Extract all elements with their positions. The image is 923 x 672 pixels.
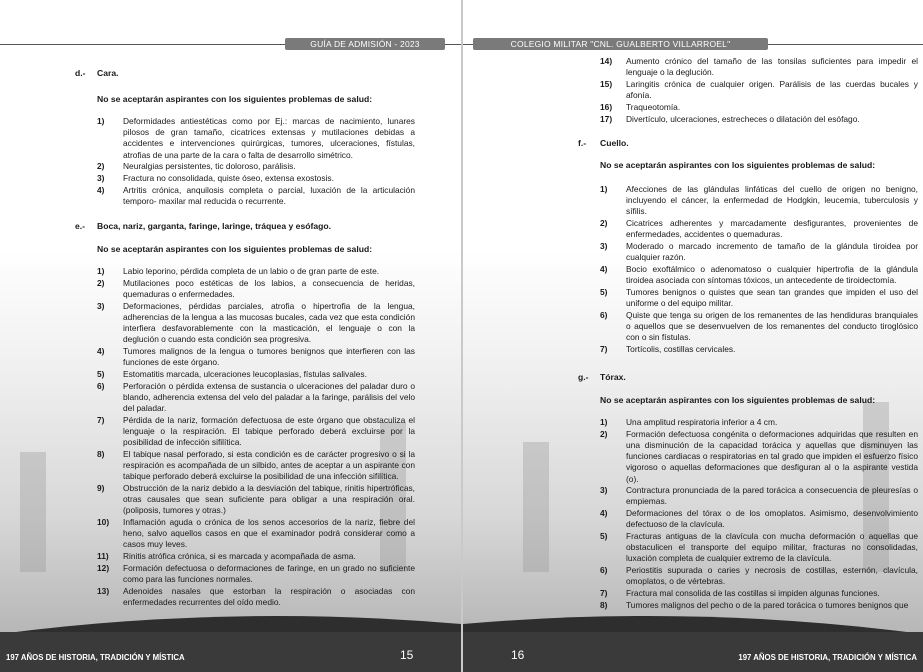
item-text: Tumores malignos del pecho o de la pared torácica o tumores benignos que: [626, 599, 909, 610]
list-item: [600, 241, 918, 263]
item-text: Contractura pronunciada de la pared torácica a consecuencia de pleuresías o empiemas.: [626, 485, 918, 507]
item-text: Bocio exoftálmico o adenomatoso o cualquier hipertrofia de la glándula tiroidea asociada con síntomas tóxicos, un antecedente de tiroidectomía.: [626, 263, 918, 286]
item-number: 4): [600, 263, 608, 274]
right-page: [463, 0, 923, 672]
header-title: COLEGIO MILITAR "CNL. GUALBERTO VILLARROEL": [473, 38, 768, 50]
item-text: Cicatrices adherentes y marcadamente desfigurantes, provenientes de enfermedades, accidentes o quemaduras.: [626, 218, 918, 240]
item-text: Laringitis crónica de cualquier origen. Parálisis de las cuerdas bucales y afonía.: [626, 78, 918, 101]
item-text: Pérdida de la nariz, formación defectuosa de este órgano que obstaculiza el lenguaje o la respiración. El tabique perforado deberá excluirse por la posibilidad de infección sifilítica.: [123, 414, 415, 448]
item-list: [97, 266, 415, 609]
section-title: Boca, nariz, garganta, faringe, laringe, tráquea y esófago.: [97, 221, 332, 231]
list-item: [97, 161, 415, 172]
item-number: 1): [600, 184, 608, 194]
section-label: f.-: [578, 138, 587, 148]
item-number: 8): [97, 448, 105, 459]
item-list: [600, 417, 918, 611]
item-text: Mutilaciones poco estéticas de los labios, a consecuencia de heridas, quemaduras o enfermedades.: [123, 277, 415, 299]
list-item: [97, 551, 415, 562]
list-item: [600, 287, 918, 309]
item-list: [600, 184, 918, 356]
list-item: [600, 429, 918, 485]
item-number: 1): [600, 417, 608, 427]
footer-band: [463, 632, 923, 672]
item-number: 17): [600, 113, 613, 124]
item-text: Quiste que tenga su origen de los remanentes de las hendiduras branquiales o aquellos que se desenvuelven de los remanentes del conducto tiroglósico con o sin fístulas.: [626, 309, 918, 343]
list-item: [97, 116, 415, 161]
item-text: Divertículo, ulceraciones, estrecheces o dilatación del esófago.: [626, 113, 860, 124]
item-number: 6): [600, 565, 608, 576]
item-number: 2): [97, 161, 105, 172]
item-text: Deformaciones, pérdidas parciales, atrofia o hipertrofia de la lengua, adherencias de la lengua a las mucosas bucales, cada vez que esta condición interfiera desfavorablemente con la masticación, el lenguaje o con la deglución o cuando esta condición sea progresiva.: [123, 300, 415, 345]
section-intro: No se aceptarán aspirantes con los siguientes problemas de salud:: [97, 244, 373, 254]
item-text: Artritis crónica, anquilosis completa o parcial, luxación de la articulación temporo- maxilar mal reducida o recurrente.: [123, 184, 415, 206]
item-text: Neuralgias persistentes, tic doloroso, parálisis.: [123, 161, 296, 172]
list-item: [600, 56, 918, 78]
item-number: 15): [600, 78, 613, 89]
list-item: [97, 173, 415, 184]
item-text: Labio leporino, pérdida completa de un labio o de gran parte de este.: [123, 266, 380, 276]
list-item: [600, 264, 918, 286]
item-text: Adenoides nasales que estorban la respiración o asociadas con enfermedades recurrentes del oído medio.: [123, 585, 415, 607]
footer-motto: 197 AÑOS DE HISTORIA, TRADICIÓN Y MÍSTICA: [6, 653, 185, 662]
item-list: [600, 56, 918, 125]
section-title: Cara.: [97, 68, 119, 78]
item-text: Deformidades antiestéticas como por Ej.: marcas de nacimiento, lunares pilosos de gran tamaño, cicatrices extensas y mutilaciones debidas a accidentes e intervenciones quirúrgicas, tumores, ulceraciones, fístulas, atrofias de una parte de la cara o falta de desarrollo simétrico.: [123, 116, 415, 160]
item-list: [97, 116, 415, 208]
item-text: Formación defectuosa congénita o deformaciones adquiridas que resulten en una disminución de la capacidad torácica y aquellas que disminuyen las funciones cardiacas o respiratorias en tal grado que impiden el esfuerzo físico vigoroso o aquellas deformaciones que desfiguran al o la aspirante vestida (o).: [626, 428, 918, 484]
list-item: [600, 417, 918, 428]
list-item: [97, 483, 415, 517]
item-text: Estomatitis marcada, ulceraciones leucoplasias, fístulas salivales.: [123, 368, 367, 379]
section-title: Tórax.: [600, 372, 626, 382]
section-heading: [578, 138, 920, 150]
list-item: [97, 346, 415, 368]
item-text: Afecciones de las glándulas linfáticas del cuello de origen no benigno, incluyendo el cáncer, la enfermedad de Hodgkin, leucemia, tuberculosis y sífilis.: [626, 184, 918, 217]
list-item: [600, 218, 918, 240]
section-intro: No se aceptarán aspirantes con los siguientes problemas de salud:: [600, 160, 876, 170]
item-number: 13): [97, 585, 110, 596]
list-item: [97, 517, 415, 551]
item-text: Obstrucción de la nariz debido a la desviación del tabique, rinitis hipertróficas, otras causales que sean suficiente para obligar a una respiración oral. (poliposis, tumores y otras.): [123, 482, 415, 516]
list-item: [600, 184, 918, 218]
item-number: 11): [97, 551, 109, 562]
item-text: Tumores benignos o quistes que sean tan grandes que impiden el uso del uniforme o del equipo militar.: [626, 286, 918, 309]
item-text: Traqueotomía.: [626, 101, 681, 112]
item-number: 7): [97, 414, 105, 425]
list-item: [600, 79, 918, 101]
list-item: [97, 369, 415, 380]
item-number: 1): [97, 266, 105, 276]
list-item: [600, 565, 918, 587]
item-number: 5): [600, 286, 608, 297]
item-number: 16): [600, 101, 613, 112]
footer-motto: 197 AÑOS DE HISTORIA, TRADICIÓN Y MÍSTICA: [738, 653, 917, 662]
left-page: [0, 0, 461, 672]
item-number: 2): [600, 218, 608, 229]
section-heading: [578, 372, 920, 384]
item-number: 6): [97, 380, 105, 391]
section-heading: [75, 68, 420, 80]
item-text: Una amplitud respiratoria inferior a 4 cm.: [626, 417, 778, 427]
item-text: Aumento crónico del tamaño de las tonsilas suficientes para impedir el lenguaje o la deglución.: [626, 56, 918, 78]
section-label: g.-: [578, 372, 589, 382]
page-number: 15: [400, 648, 414, 662]
item-number: 2): [97, 277, 105, 288]
list-item: [600, 344, 918, 355]
item-text: Inflamación aguda o crónica de los senos accesorios de la nariz, fiebre del heno, salvo aquellos casos en que el examinador podrá considerar como a casos muy leves.: [123, 516, 415, 550]
item-number: 4): [600, 508, 608, 519]
page-number: 16: [511, 648, 525, 662]
item-number: 1): [97, 116, 105, 126]
section-intro: No se aceptarán aspirantes con los siguientes problemas de salud:: [97, 94, 373, 104]
section-label: d.-: [75, 68, 86, 78]
item-number: 3): [600, 485, 608, 496]
item-text: Periostitis supurada o caries y necrosis de costillas, esternón, clavícula, omoplatos, o de vértebras.: [626, 565, 918, 587]
item-number: 7): [600, 343, 608, 354]
background-tower: [20, 452, 46, 572]
list-item: [97, 563, 415, 585]
item-number: 12): [97, 562, 110, 573]
list-item: [97, 266, 415, 277]
list-item: [97, 449, 415, 483]
item-number: 8): [600, 599, 608, 610]
header-title: GUÍA DE ADMISIÓN - 2023: [285, 38, 445, 50]
item-number: 10): [97, 516, 110, 527]
item-number: 9): [97, 482, 105, 493]
item-text: Perforación o pérdida extensa de sustancia o ulceraciones del paladar duro o blando, adherencia extensa del velo del paladar a la faringe, parálisis del velo del paladar.: [123, 380, 415, 413]
item-text: Moderado o marcado incremento de tamaño de la glándula tiroidea por cualquier razón.: [626, 241, 918, 263]
item-text: Tortícolis, costillas cervicales.: [626, 343, 736, 354]
item-number: 3): [600, 241, 608, 252]
footer-band: [0, 632, 461, 672]
item-number: 4): [97, 184, 105, 195]
list-item: [600, 114, 918, 125]
item-text: Formación defectuosa o deformaciones de faringe, en un grado no suficiente como para las funciones normales.: [123, 562, 415, 584]
item-number: 6): [600, 309, 608, 320]
list-item: [97, 185, 415, 207]
list-item: [97, 301, 415, 346]
list-item: [600, 310, 918, 344]
item-number: 5): [97, 368, 105, 379]
item-text: Fracturas antiguas de la clavícula con mucha deformación o aquellas que obstaculicen el transporte del equipo militar, fracturas no consolidadas, luxación completa de cualquier extremo de la clavícula.: [626, 531, 918, 564]
item-number: 2): [600, 428, 608, 439]
list-item: [600, 102, 918, 113]
item-text: Fractura no consolidada, quiste óseo, extensa exostosis.: [123, 173, 334, 184]
item-text: El tabique nasal perforado, si esta condición es de carácter progresivo o si la respiración es acompañada de un silbido, antes de aceptar a un aspirante con tabique perforado deberá excluirse la posibilidad de una infección sifilítica.: [123, 448, 415, 482]
list-item: [600, 508, 918, 530]
section-heading: [75, 221, 420, 233]
list-item: [97, 381, 415, 415]
item-text: Rinitis atrófica crónica, si es marcada y acompañada de asma.: [123, 551, 356, 562]
background-tower: [523, 442, 549, 572]
item-number: 4): [97, 345, 105, 356]
item-number: 7): [600, 588, 608, 599]
item-number: 5): [600, 531, 608, 542]
item-number: 3): [97, 173, 105, 184]
item-number: 14): [600, 56, 613, 66]
list-item: [600, 485, 918, 507]
list-item: [97, 278, 415, 300]
list-item: [600, 588, 918, 599]
section-intro: No se aceptarán aspirantes con los siguientes problemas de salud:: [600, 395, 876, 405]
item-text: Deformaciones del tórax o de los omoplatos. Asimismo, desenvolvimiento defectuoso de la clavícula.: [626, 508, 918, 530]
section-label: e.-: [75, 221, 86, 231]
section-title: Cuello.: [600, 138, 629, 148]
item-text: Tumores malignos de la lengua o tumores benignos que interfieren con las funciones de este órgano.: [123, 345, 415, 368]
item-text: Fractura mal consolida de las costillas si impiden algunas funciones.: [626, 588, 880, 599]
list-item: [97, 415, 415, 449]
list-item: [600, 531, 918, 565]
item-number: 3): [97, 300, 105, 311]
